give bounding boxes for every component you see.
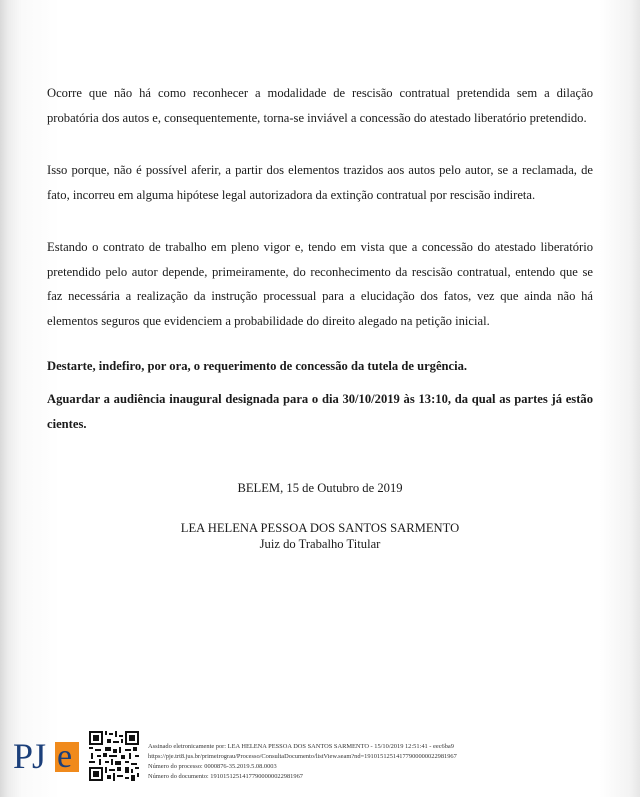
document-number: Número do documento: 19101512514177900000022981967: [148, 773, 303, 780]
paragraph-1: Ocorre que não há como reconhecer a modalidade de rescisão contratual pretendida sem a dilação probatória dos autos e, consequentemente, torna-se inviável a concessão do atestado liberatório pretendido.: [47, 86, 593, 125]
signed-by-line: Assinado eletronicamente por: LEA HELENA PESSOA DOS SANTOS SARMENTO - 15/10/2019 12:51:41 - eec6ba9: [148, 743, 454, 750]
pje-logo: PJ e: [13, 736, 83, 778]
paragraph-decision: Destarte, indefiro, por ora, o requerimento de concessão da tutela de urgência.: [47, 359, 468, 373]
paragraph-2: Isso porque, não é possível aferir, a partir dos elementos trazidos aos autos pelo autor, se a reclamada, de fato, incorreu em alguma hipótese legal autorizadora da extinção contratual por rescisão indireta.: [47, 163, 593, 202]
document-url[interactable]: https://pje.trt8.jus.br/primeirograu/Processo/ConsultaDocumento/listView.seam?nd=19101512514177900000022981967: [148, 753, 457, 760]
date-line: BELEM, 15 de Outubro de 2019: [237, 481, 403, 495]
paragraph-hearing: Aguardar a audiência inaugural designada para o dia 30/10/2019 às 13:10, da qual as partes já estão cientes.: [47, 392, 593, 431]
signature-metadata: [148, 742, 618, 782]
paragraph-3: Estando o contrato de trabalho em pleno vigor e, tendo em vista que a concessão do atestado liberatório pretendido pelo autor depende, primeiramente, do reconhecimento da rescisão contratual, entendo que se faz necessária a realização da instrução processual para a elucidação dos fatos, vez que ainda não há elementos seguros que evidenciem a probabilidade do direito alegado na petição inicial.: [47, 240, 593, 328]
signer-name: LEA HELENA PESSOA DOS SANTOS SARMENTO: [180, 521, 460, 535]
qr-code: [89, 731, 139, 781]
logo-text: PJ: [13, 736, 46, 776]
process-number: Número do processo: 0000876-35.2019.5.08.0003: [148, 763, 277, 770]
signer-role: Juiz do Trabalho Titular: [259, 537, 381, 551]
